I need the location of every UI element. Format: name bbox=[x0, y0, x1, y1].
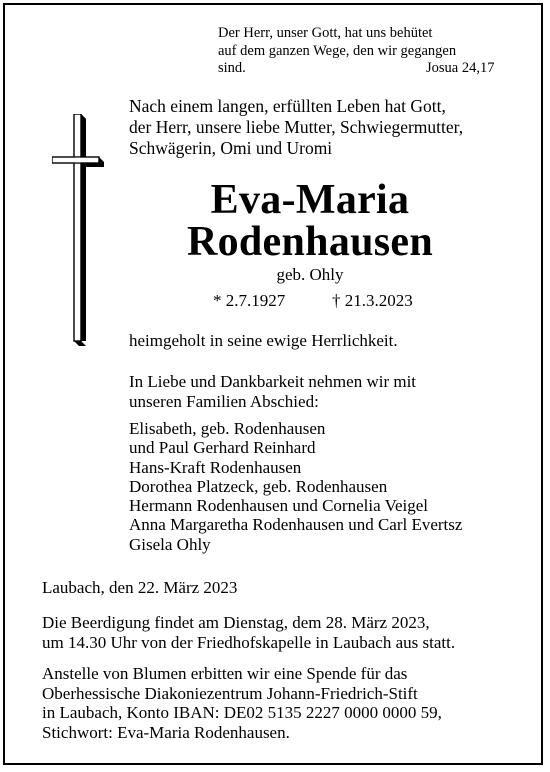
deceased-first-name: Eva-Maria bbox=[210, 177, 410, 223]
intro-line: der Herr, unsere liebe Mutter, Schwiegermutter, bbox=[129, 117, 464, 137]
farewell-line: In Liebe und Dankbarkeit nehmen wir mit bbox=[129, 372, 417, 391]
verse-line: auf dem ganzen Wege, den wir gegangen bbox=[218, 42, 457, 59]
place-date: Laubach, den 22. März 2023 bbox=[42, 578, 238, 597]
cross-icon bbox=[52, 114, 104, 346]
funeral-line: Die Beerdigung findet am Dienstag, dem 28. März 2023, bbox=[42, 613, 430, 632]
farewell-text bbox=[129, 372, 416, 412]
donation-line: Anstelle von Blumen erbitten wir eine Spende für das bbox=[42, 664, 408, 683]
verse-line: Der Herr, unser Gott, hat uns behütet bbox=[218, 25, 433, 41]
birth-name: geb. Ohly bbox=[276, 265, 344, 284]
birth-date: * 2.7.1927 bbox=[213, 291, 286, 310]
bible-verse bbox=[218, 25, 508, 78]
deceased-last-name: Rodenhausen bbox=[186, 219, 434, 265]
donation-info bbox=[42, 664, 442, 742]
intro-text bbox=[129, 96, 463, 159]
mourners-list bbox=[129, 419, 462, 554]
list-item: Elisabeth, geb. Rodenhausen bbox=[129, 419, 326, 438]
verse-line: sind. bbox=[218, 60, 246, 76]
funeral-info bbox=[42, 613, 455, 652]
list-item: Anna Margaretha Rodenhausen und Carl Evertsz bbox=[129, 515, 463, 535]
farewell-line: unseren Familien Abschied: bbox=[129, 392, 319, 411]
verse-reference: Josua 24,17 bbox=[426, 60, 495, 76]
donation-line: Oberhessische Diakoniezentrum Johann-Friedrich-Stift bbox=[42, 683, 418, 703]
funeral-line: um 14.30 Uhr von der Friedhofskapelle in Laubach aus statt. bbox=[42, 632, 456, 652]
donation-line: in Laubach, Konto IBAN: DE02 5135 2227 0000 0000 59, bbox=[42, 703, 442, 722]
death-date: † 21.3.2023 bbox=[332, 291, 413, 310]
intro-line: Nach einem langen, erfüllten Leben hat Gott, bbox=[129, 96, 446, 116]
donation-line: Stichwort: Eva-Maria Rodenhausen. bbox=[42, 722, 290, 742]
list-item: Hans-Kraft Rodenhausen bbox=[129, 457, 302, 477]
homegoing-text: heimgeholt in seine ewige Herrlichkeit. bbox=[129, 331, 398, 350]
list-item: Gisela Ohly bbox=[129, 534, 211, 554]
list-item: Hermann Rodenhausen und Cornelia Veigel bbox=[129, 496, 429, 516]
intro-line: Schwägerin, Omi und Uromi bbox=[129, 138, 333, 158]
list-item: Dorothea Platzeck, geb. Rodenhausen bbox=[129, 476, 388, 496]
list-item: und Paul Gerhard Reinhard bbox=[129, 438, 316, 458]
